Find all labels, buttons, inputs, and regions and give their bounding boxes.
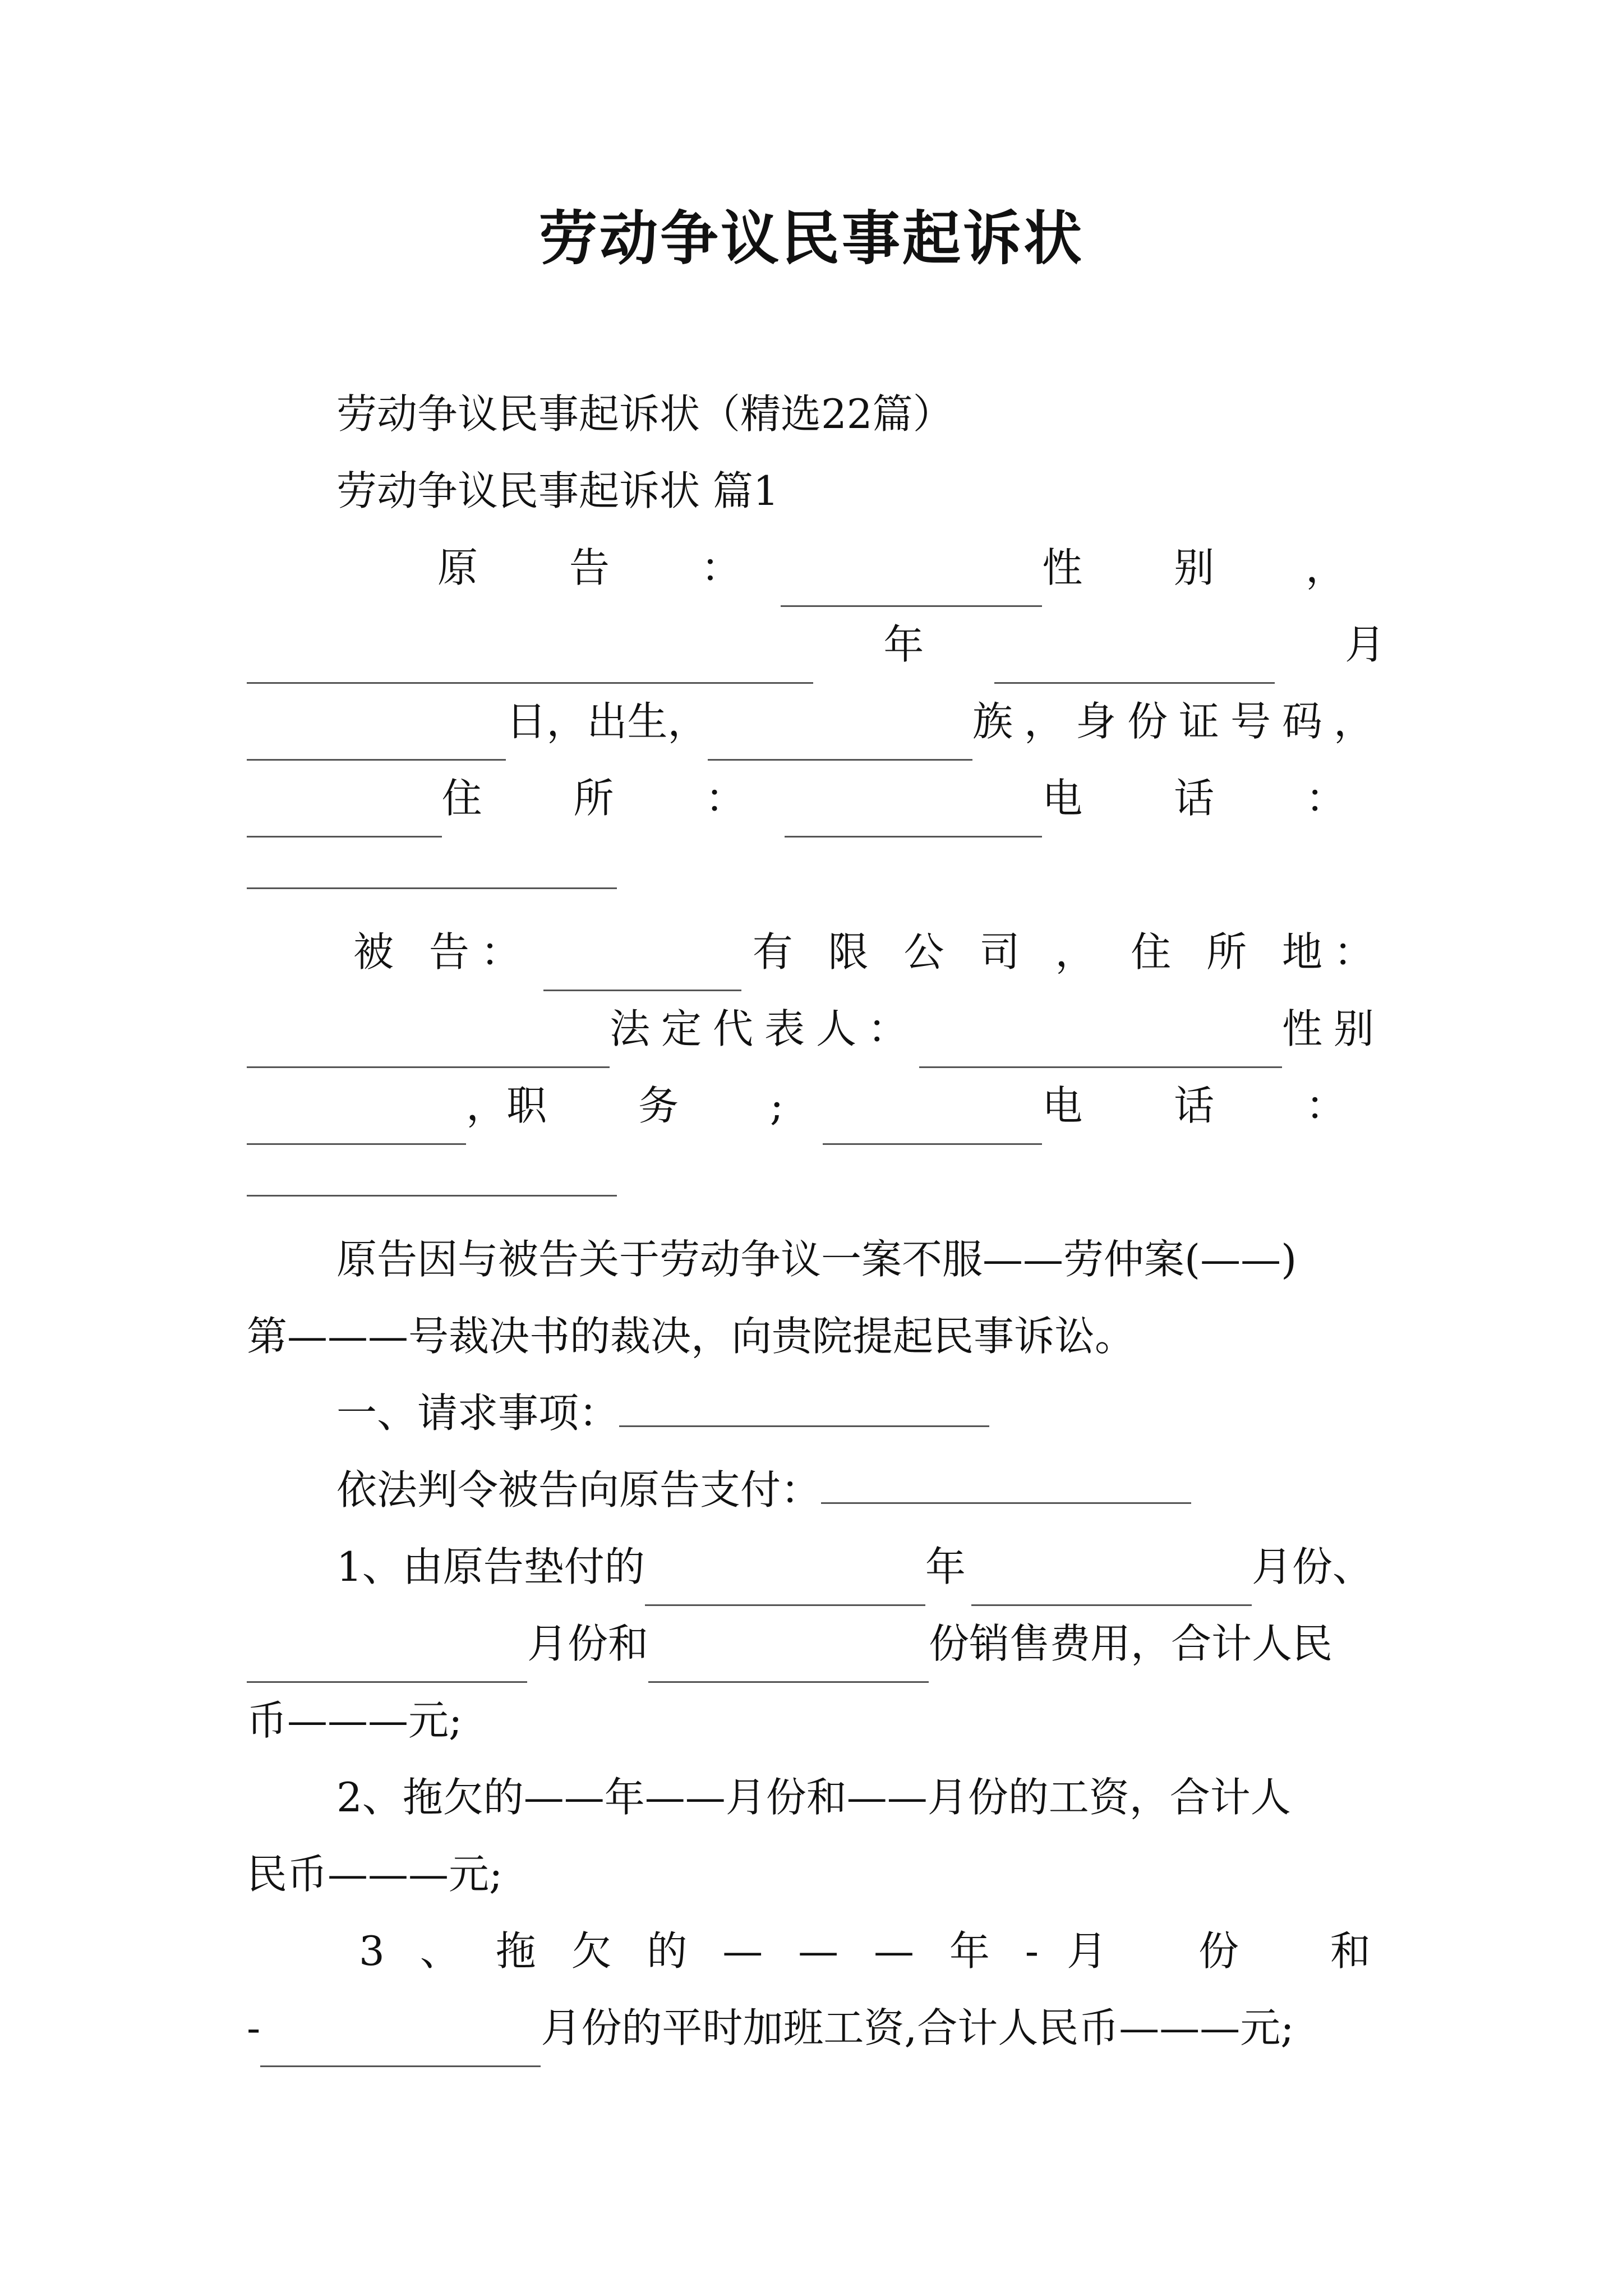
- item1-a: 1、由原告垫付的: [336, 1543, 645, 1590]
- plaintiff-line-2: [247, 605, 1385, 684]
- plaintiff-address-blank: [785, 789, 1042, 838]
- defendant-company-blank: [543, 942, 741, 991]
- defendant-line-3: [247, 1066, 1385, 1145]
- defendant-phone-label: 电 话 ：: [1042, 1082, 1385, 1129]
- plaintiff-ethnic-id: 族，身份证号码，: [972, 698, 1385, 745]
- defendant-line-1: [247, 913, 1385, 991]
- defendant-label: 被 告：: [353, 928, 532, 976]
- item1-month-blank: [971, 1557, 1252, 1606]
- item1-part-blank: [648, 1634, 929, 1683]
- defendant-position-label: 职 务 ;: [506, 1082, 823, 1129]
- item3-b: 月 份 和: [1067, 1927, 1410, 1975]
- subtitle: 劳动争议民事起诉状（精选22篇）: [336, 390, 953, 438]
- plaintiff-phone-label: 电 话 ：: [1042, 775, 1385, 822]
- plaintiff-year-blank: [994, 635, 1275, 684]
- item1-b: 年: [925, 1543, 966, 1590]
- defendant-gender-label: 性别: [1281, 1005, 1385, 1052]
- item1-e: 份销售费用，合计人民: [929, 1620, 1333, 1667]
- claims-heading-line: [247, 1374, 1475, 1452]
- item3-d: 月份的平时加班工资,合计人民币———元;: [541, 2004, 1294, 2051]
- item3-month2-blank: [260, 2018, 541, 2067]
- plaintiff-name-blank: [781, 558, 1042, 607]
- plaintiff-line-4: [247, 759, 1385, 838]
- item3-a: 3 、 拖 欠 的 — — — 年 -: [359, 1927, 1050, 1975]
- item1-year-blank: [645, 1557, 925, 1606]
- item1-line2: [247, 1604, 1385, 1683]
- plaintiff-day-born: 日，出生，: [506, 698, 708, 745]
- item3-c: -: [247, 2004, 261, 2051]
- body-para1-line1: 原告因与被告关于劳动争议一案不服——劳仲案(——): [336, 1236, 1297, 1283]
- defendant-position-blank: [823, 1096, 1042, 1145]
- item2-line2: 民币———元;: [247, 1851, 503, 1898]
- defendant-line-4: [247, 1143, 1385, 1222]
- item1-line3: 币———元;: [247, 1697, 463, 1744]
- body-para1-line2: 第———号裁决书的裁决，向贵院提起民事诉讼。: [247, 1313, 1136, 1360]
- item1-line1: [247, 1527, 1385, 1606]
- section-heading: 劳动争议民事起诉状 篇1: [336, 467, 779, 514]
- defendant-address-blank: [247, 1019, 610, 1068]
- item1-d: 月份和: [527, 1620, 649, 1667]
- plaintiff-id-blank: [247, 789, 442, 838]
- plaintiff-line-1: [247, 528, 1385, 607]
- plaintiff-line-3: [247, 682, 1385, 761]
- plaintiff-month-blank: [247, 712, 506, 761]
- defendant-legal-rep-label: 法定代表人：: [609, 1005, 919, 1052]
- plaintiff-address-label: 住 所 ：: [441, 775, 785, 822]
- defendant-comma: ，: [466, 1082, 507, 1129]
- item2-line1: 2、拖欠的——年——月份和——月份的工资，合计人: [336, 1774, 1291, 1821]
- plaintiff-gender-label: 性 别 ，: [1042, 544, 1385, 591]
- defendant-line-2: [247, 990, 1385, 1068]
- defendant-legal-rep-blank: [919, 1019, 1282, 1068]
- plaintiff-ethnic-blank: [708, 712, 972, 761]
- claims-heading: 一、请求事项：: [336, 1389, 620, 1437]
- plaintiff-phone-blank: [247, 840, 617, 889]
- order-pay-blank: [821, 1455, 1191, 1504]
- order-pay: 依法判令被告向原告支付：: [336, 1466, 822, 1513]
- order-pay-line: [247, 1451, 1475, 1529]
- item3-line1: [247, 1912, 1410, 1990]
- defendant-company-address: 有 限 公 司 ， 住 所 地：: [752, 928, 1385, 976]
- plaintiff-gender-blank: [247, 635, 813, 684]
- plaintiff-label: 原 告 ：: [437, 544, 781, 591]
- plaintiff-line-5: [247, 836, 1385, 914]
- plaintiff-year-label: 年: [883, 621, 924, 668]
- item1-month2-blank: [247, 1634, 527, 1683]
- plaintiff-month-label: 月: [1344, 621, 1385, 668]
- item3-line2: [247, 1989, 1385, 2067]
- defendant-phone-blank: [247, 1148, 617, 1197]
- item1-c: 月份、: [1251, 1543, 1373, 1590]
- claims-blank: [619, 1378, 989, 1427]
- defendant-gender-blank: [247, 1096, 466, 1145]
- document-title: 劳动争议民事起诉状: [538, 204, 1084, 273]
